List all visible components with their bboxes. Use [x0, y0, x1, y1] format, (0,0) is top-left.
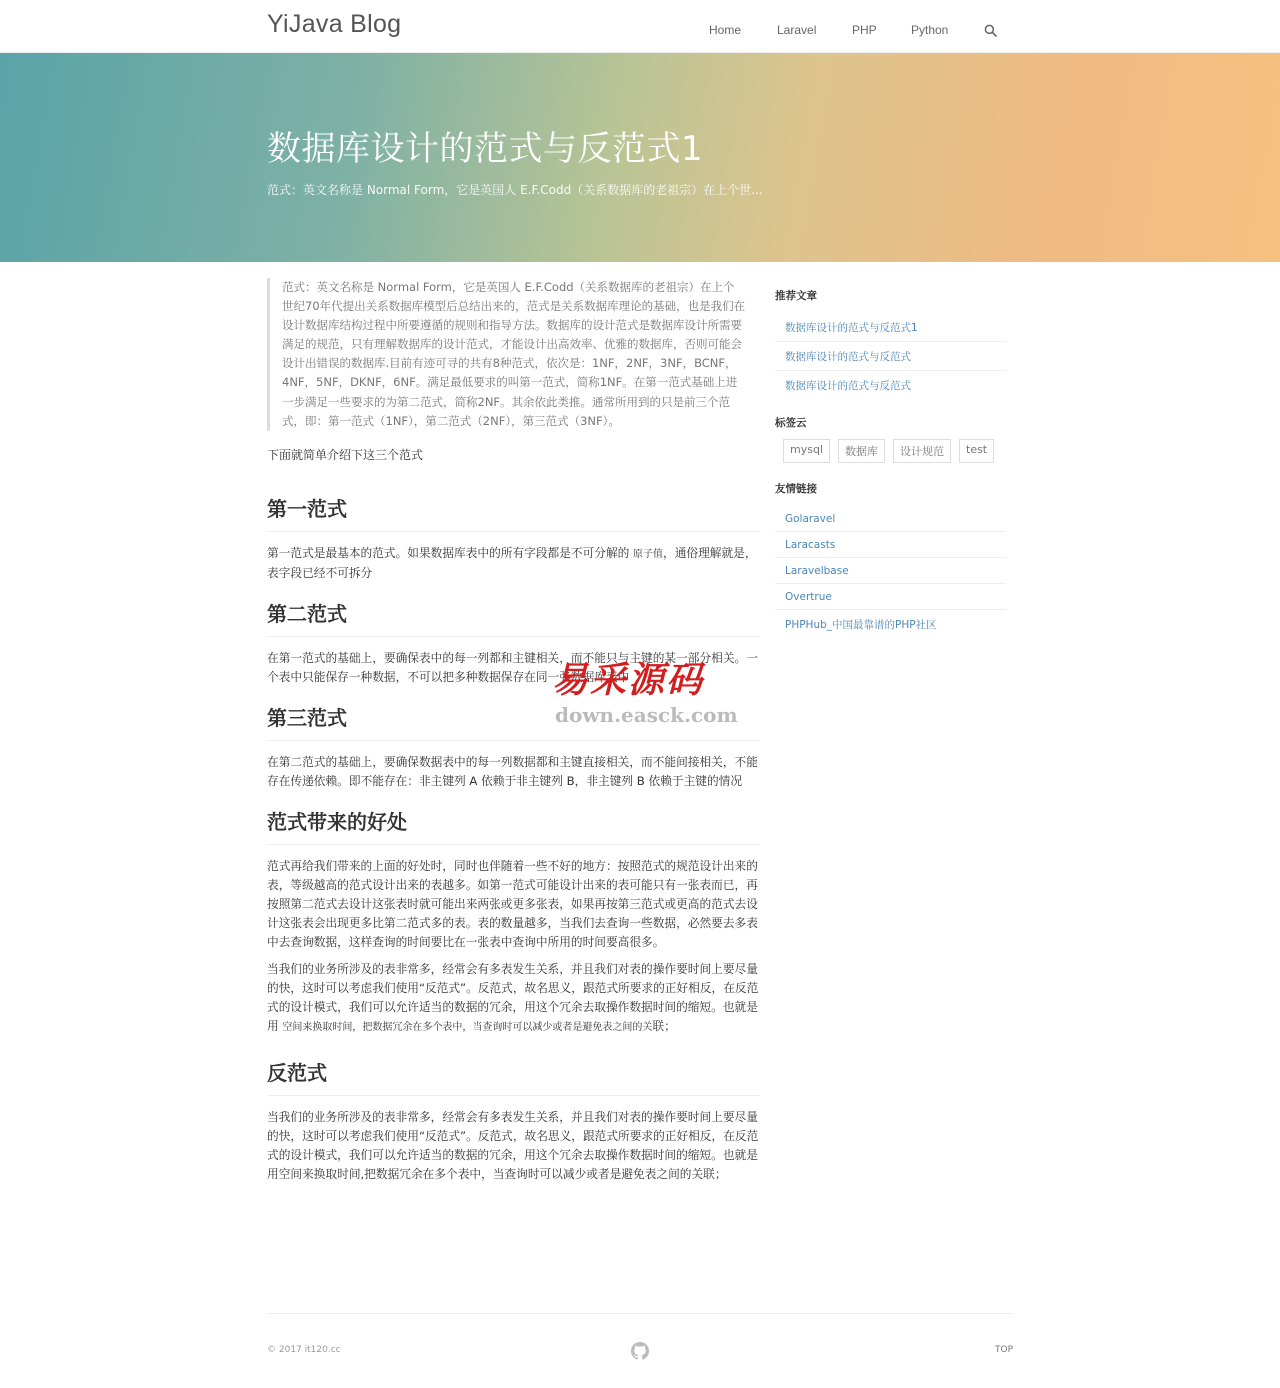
- nav-python[interactable]: Python: [911, 23, 949, 37]
- inline-code: 原子值: [633, 548, 664, 560]
- intro-blockquote: 范式：英文名称是 Normal Form，它是英国人 E.F.Codd（关系数据库的老祖宗）在上个世纪70年代提出关系数据库模型后总结出来的，范式是关系数据库理论的基础，也是我们在设计数据库结构过程中所要遵循的规则和指导方法。数据库的设计范式是数据库设计所需要满足的规范，只有理解数据库的设计范式，才能设计出高效率、优雅的数据库，否则可能会设计出错误的数据库.目前有迹可寻的共有8种范式，依次是：1NF，2NF，3NF，BCNF，4NF，5NF，DKNF，6NF。满足最低要求的叫第一范式，简称1NF。在第一范式基础上进一步满足一些要求的为第二范式，简称2NF。其余依此类推。通常所用到的只是前三个范式，即：第一范式（1NF），第二范式（2NF），第三范式（3NF）。: [267, 278, 760, 431]
- watermark-logo: 易采源码: [552, 659, 705, 701]
- recommended-item: [775, 342, 1006, 371]
- body-text: 当我们的业务所涉及的表非常多，经常会有多表发生关系，并且我们对表的操作要时间上要尽量的快，这时可以考虑我们使用“反范式”。反范式，故名思义，跟范式所要求的正好相反，在反范式的设计模式，我们可以允许适当的数据的冗余，用这个冗余去取操作数据时间的缩短。也就是用: [267, 961, 759, 1033]
- intro-text: 下面就简单介绍下这三个范式: [267, 447, 424, 462]
- recommended-link[interactable]: 数据库设计的范式与反范式1: [785, 322, 918, 334]
- tag-mysql[interactable]: mysql: [783, 439, 830, 463]
- body-text: 联；: [652, 1018, 676, 1033]
- recommended-link[interactable]: 数据库设计的范式与反范式: [785, 380, 911, 392]
- recommended-link[interactable]: 数据库设计的范式与反范式: [785, 351, 911, 363]
- tag-test[interactable]: test: [959, 439, 994, 463]
- friend-links-list: [775, 506, 1006, 638]
- section-body-benefits-2: [267, 960, 760, 1037]
- section-title-2nf: 第二范式: [267, 598, 760, 637]
- tag-cloud-title: 标签云: [775, 417, 807, 429]
- section-title-3nf: 第三范式: [267, 702, 760, 741]
- friend-link-item: [775, 584, 1006, 610]
- post-subtitle: 范式：英文名称是 Normal Form，它是英国人 E.F.Codd（关系数据库的老祖宗）在上个世...: [267, 183, 763, 197]
- friend-link[interactable]: Laravelbase: [785, 565, 849, 577]
- footer-divider: [267, 1313, 1013, 1314]
- section-title-denormalization: 反范式: [267, 1057, 760, 1096]
- recommended-title: 推荐文章: [775, 290, 817, 302]
- section-title-benefits: 范式带来的好处: [267, 806, 760, 845]
- body-text: ，通俗理解就是，表字段已经不可拆分: [267, 545, 757, 580]
- nav-laravel[interactable]: Laravel: [777, 23, 817, 37]
- watermark-url: down.easck.com: [555, 703, 738, 727]
- back-to-top-link[interactable]: TOP: [995, 1345, 1014, 1355]
- friend-link[interactable]: Overtrue: [785, 591, 832, 603]
- friend-link-item: [775, 610, 1006, 638]
- post-hero-banner: [0, 53, 1280, 262]
- top-navbar: [0, 0, 1280, 53]
- site-brand[interactable]: YiJava Blog: [267, 10, 402, 38]
- friend-link[interactable]: PHPHub_中国最靠谱的PHP社区: [785, 619, 937, 631]
- tag-cloud: [783, 439, 1006, 463]
- recommended-item: [775, 371, 1006, 399]
- nav-home[interactable]: Home: [709, 23, 742, 37]
- friend-link[interactable]: Laracasts: [785, 539, 836, 551]
- tag-database[interactable]: 数据库: [838, 439, 885, 463]
- nav-php[interactable]: PHP: [852, 23, 877, 37]
- friend-link-item: [775, 558, 1006, 584]
- inline-code: 空间来换取时间，把数据冗余在多个表中，当查询时可以减少或者是避免表之间的关: [282, 1021, 653, 1033]
- section-body-denormalization: 当我们的业务所涉及的表非常多，经常会有多表发生关系，并且我们对表的操作要时间上要尽量的快，这时可以考虑我们使用“反范式”。反范式，故名思义，跟范式所要求的正好相反，在反范式的设计模式，我们可以允许适当的数据的冗余，用这个冗余去取操作数据时间的缩短。也就是用空间来换取时间,把数据冗余在多个表中，当查询时可以减少或者是避免表之间的关联；: [267, 1109, 759, 1181]
- friend-link-item: [775, 532, 1006, 558]
- friend-link[interactable]: Golaravel: [785, 513, 836, 525]
- friend-link-item: [775, 506, 1006, 532]
- footer-copyright: © 2017 it120.cc: [267, 1345, 341, 1355]
- github-icon[interactable]: [631, 1342, 649, 1360]
- section-body-3nf: 在第二范式的基础上，要确保数据表中的每一列数据都和主键直接相关，而不能间接相关，不能存在传递依赖。即不能存在：非主键列 A 依赖于非主键列 B，非主键列 B 依赖于主键的情况: [267, 754, 758, 788]
- section-body-1nf: [267, 544, 760, 583]
- sidebar: [775, 262, 1006, 638]
- search-icon[interactable]: [984, 24, 997, 37]
- post-title: 数据库设计的范式与反范式1: [267, 129, 704, 169]
- tag-design-spec[interactable]: 设计规范: [893, 439, 951, 463]
- recommended-list: [775, 313, 1006, 399]
- friend-links-title: 友情链接: [775, 483, 817, 495]
- main-nav: [0, 23, 1280, 43]
- body-text: 第一范式是最基本的范式。如果数据库表中的所有字段都是不可分解的: [267, 545, 634, 560]
- section-body-2nf: 在第一范式的基础上，要确保表中的每一列都和主键相关，而不能只与主键的某一部分相关。一个表中只能保存一种数据，不可以把多种数据保存在同一张数据库表中: [267, 650, 758, 684]
- section-body-benefits-1: 范式再给我们带来的上面的好处时，同时也伴随着一些不好的地方：按照范式的规范设计出来的表，等级越高的范式设计出来的表越多。如第一范式可能设计出来的表可能只有一张表而已，再按照第二范式去设计这张表时就可能出来两张或更多张表，如果再按第三范式或更高的范式去设计这张表会出现更多比第二范式多的表。表的数量越多，当我们去查询一些数据，必然要去多表中去查询数据，这样查询的时间要比在一张表中查询中所用的时间要高很多。: [267, 858, 758, 949]
- section-title-1nf: 第一范式: [267, 493, 760, 532]
- recommended-item: [775, 313, 1006, 342]
